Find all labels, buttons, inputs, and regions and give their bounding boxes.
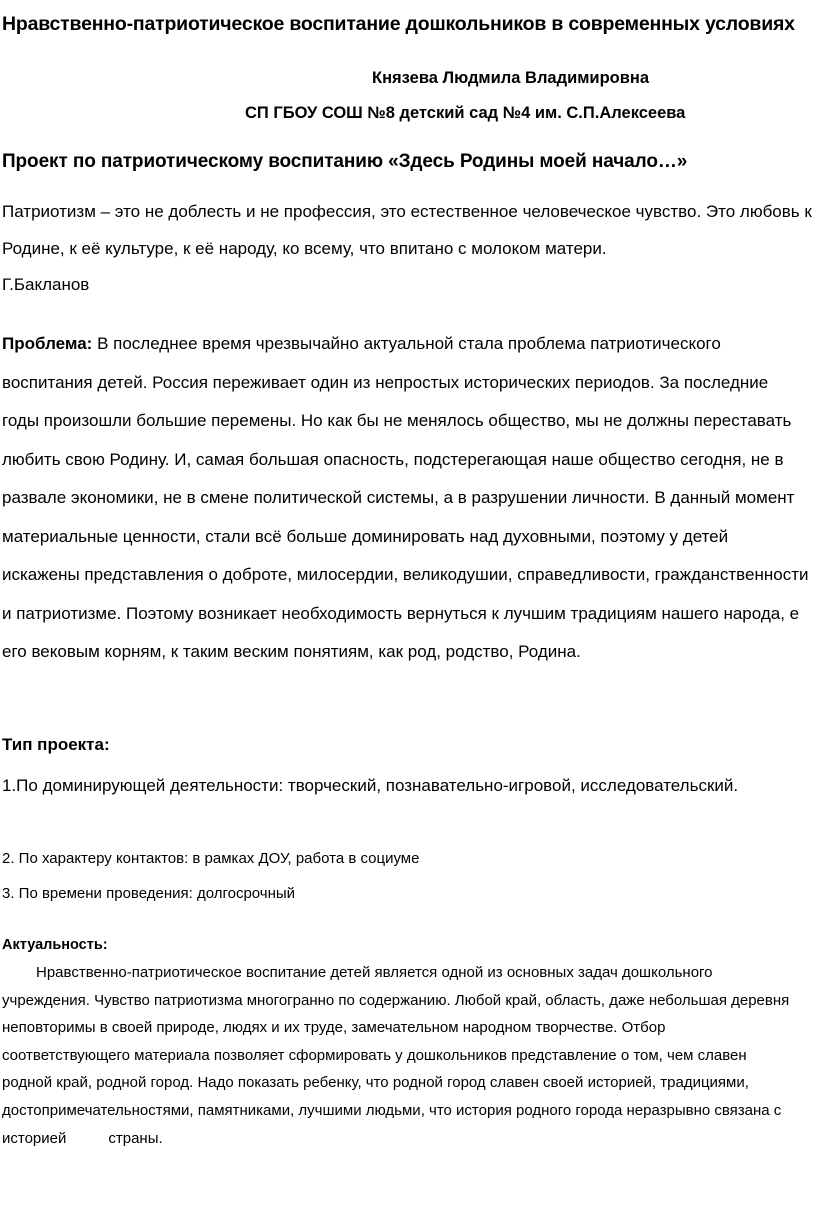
project-title: Проект по патриотическому воспитанию «Здесь Родины моей начало…» [2,151,688,172]
epigraph-text: Патриотизм – это не доблесть и не профессия, это естественное человеческое чувство. Это любовь к Родине, к её культуре, к её народу, ко всему, что впитано с молоком матери. [2,202,812,258]
relevance-heading: Актуальность: [2,937,108,953]
relevance-paragraph [2,959,792,1152]
epigraph [2,194,814,304]
relevance-text-main: Нравственно-патриотическое воспитание детей является одной из основных задач дошкольного учреждения. Чувство патриотизма многогранно по содержанию. Любой край, область, даже небольшая деревня неповторимы в своей природе, людях и их труде, замечательном народном творчестве. Отбор соответствующего материала позволяет сформировать у дошкольников представление о том, чем славен родной край, родной город. Надо показать ребенку, что родной город славен своей историей, традициями, достопримечательностями, памятниками, лучшими людьми, что история родного города неразрывно связана с историей [2,964,790,1147]
author-name: Князева Людмила Владимировна [372,69,650,87]
project-type-heading: Тип проекта: [2,735,110,754]
epigraph-author: Г.Бакланов [2,275,90,294]
project-type-item-3: 3. По времени проведения: долгосрочный [2,885,296,902]
document-title: Нравственно-патриотическое воспитание дошкольников в современных условиях [2,13,795,35]
project-type-item-2: 2. По характеру контактов: в рамках ДОУ, работа в социуме [2,850,420,867]
relevance-text-end: страны. [108,1129,163,1147]
organization-name: СП ГБОУ СОШ №8 детский сад №4 им. С.П.Алексеева [245,104,686,122]
problem-paragraph [2,325,810,672]
problem-text: В последнее время чрезвычайно актуальной стала проблема патриотического воспитания детей. Россия переживает один из непростых исторических периодов. За последние годы произошли большие перемены. Но как бы не менялось общество, мы не должны переставать любить свою Родину. И, самая большая опасность, подстерегающая наше общество сегодня, не в развале экономики, не в смене политической системы, а в разрушении личности. В данный момент материальные ценности, стали всё больше доминировать над духовными, поэтому у детей искажены представления о доброте, милосердии, великодушии, справедливости, гражданственности и патриотизме. Поэтому возникает необходимость вернуться к лучшим традициям нашего народа, е его вековым корням, к таким веским понятиям, как род, родство, Родина. [2,334,809,661]
project-type-item-1: 1.По доминирующей деятельности: творческий, познавательно-игровой, исследовательский. [2,776,739,795]
problem-label: Проблема: [2,334,93,353]
